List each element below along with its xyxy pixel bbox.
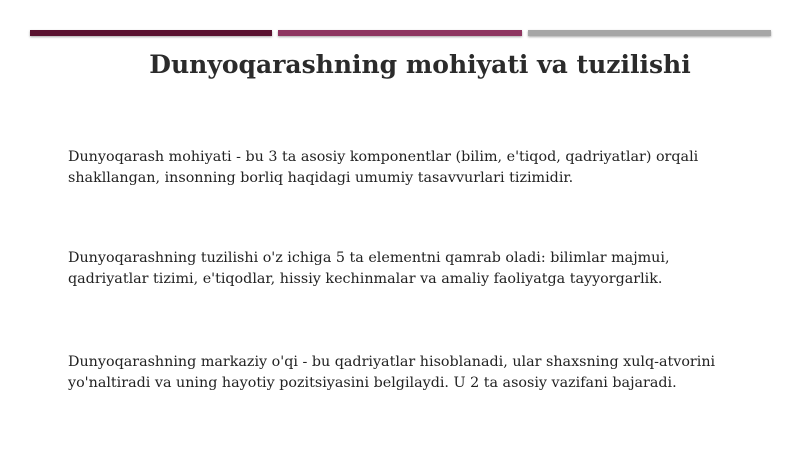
paragraph-line: Dunyoqarashning tuzilishi o'z ichiga 5 ta elementni qamrab oladi: bilimlar majmui,: [68, 250, 670, 266]
paragraph-line: qadriyatlar tizimi, e'tiqodlar, hissiy kechinmalar va amaliy faoliyatga tayyorgarlik.: [68, 271, 663, 287]
slide-title: Dunyoqarashning mohiyati va tuzilishi: [149, 50, 691, 79]
paragraph-line: Dunyoqarashning markaziy o'qi - bu qadriyatlar hisoblanadi, ular shaxsning xulq-atvorini: [68, 354, 716, 370]
paragraph-line: Dunyoqarash mohiyati - bu 3 ta asosiy komponentlar (bilim, e'tiqod, qadriyatlar) orqali: [68, 149, 699, 165]
decor-bar-middle: [278, 30, 522, 36]
paragraph-structure: [68, 248, 758, 290]
paragraph-essence: [68, 147, 758, 189]
paragraph-central-axis: [68, 352, 758, 394]
decor-bar-right: [528, 30, 771, 36]
decor-bar-left: [30, 30, 272, 36]
paragraph-line: shakllangan, insonning borliq haqidagi umumiy tasavvurlari tizimidir.: [68, 170, 574, 186]
paragraph-line: yo'naltiradi va uning hayotiy pozitsiyasini belgilaydi. U 2 ta asosiy vazifani bajaradi.: [68, 375, 677, 391]
